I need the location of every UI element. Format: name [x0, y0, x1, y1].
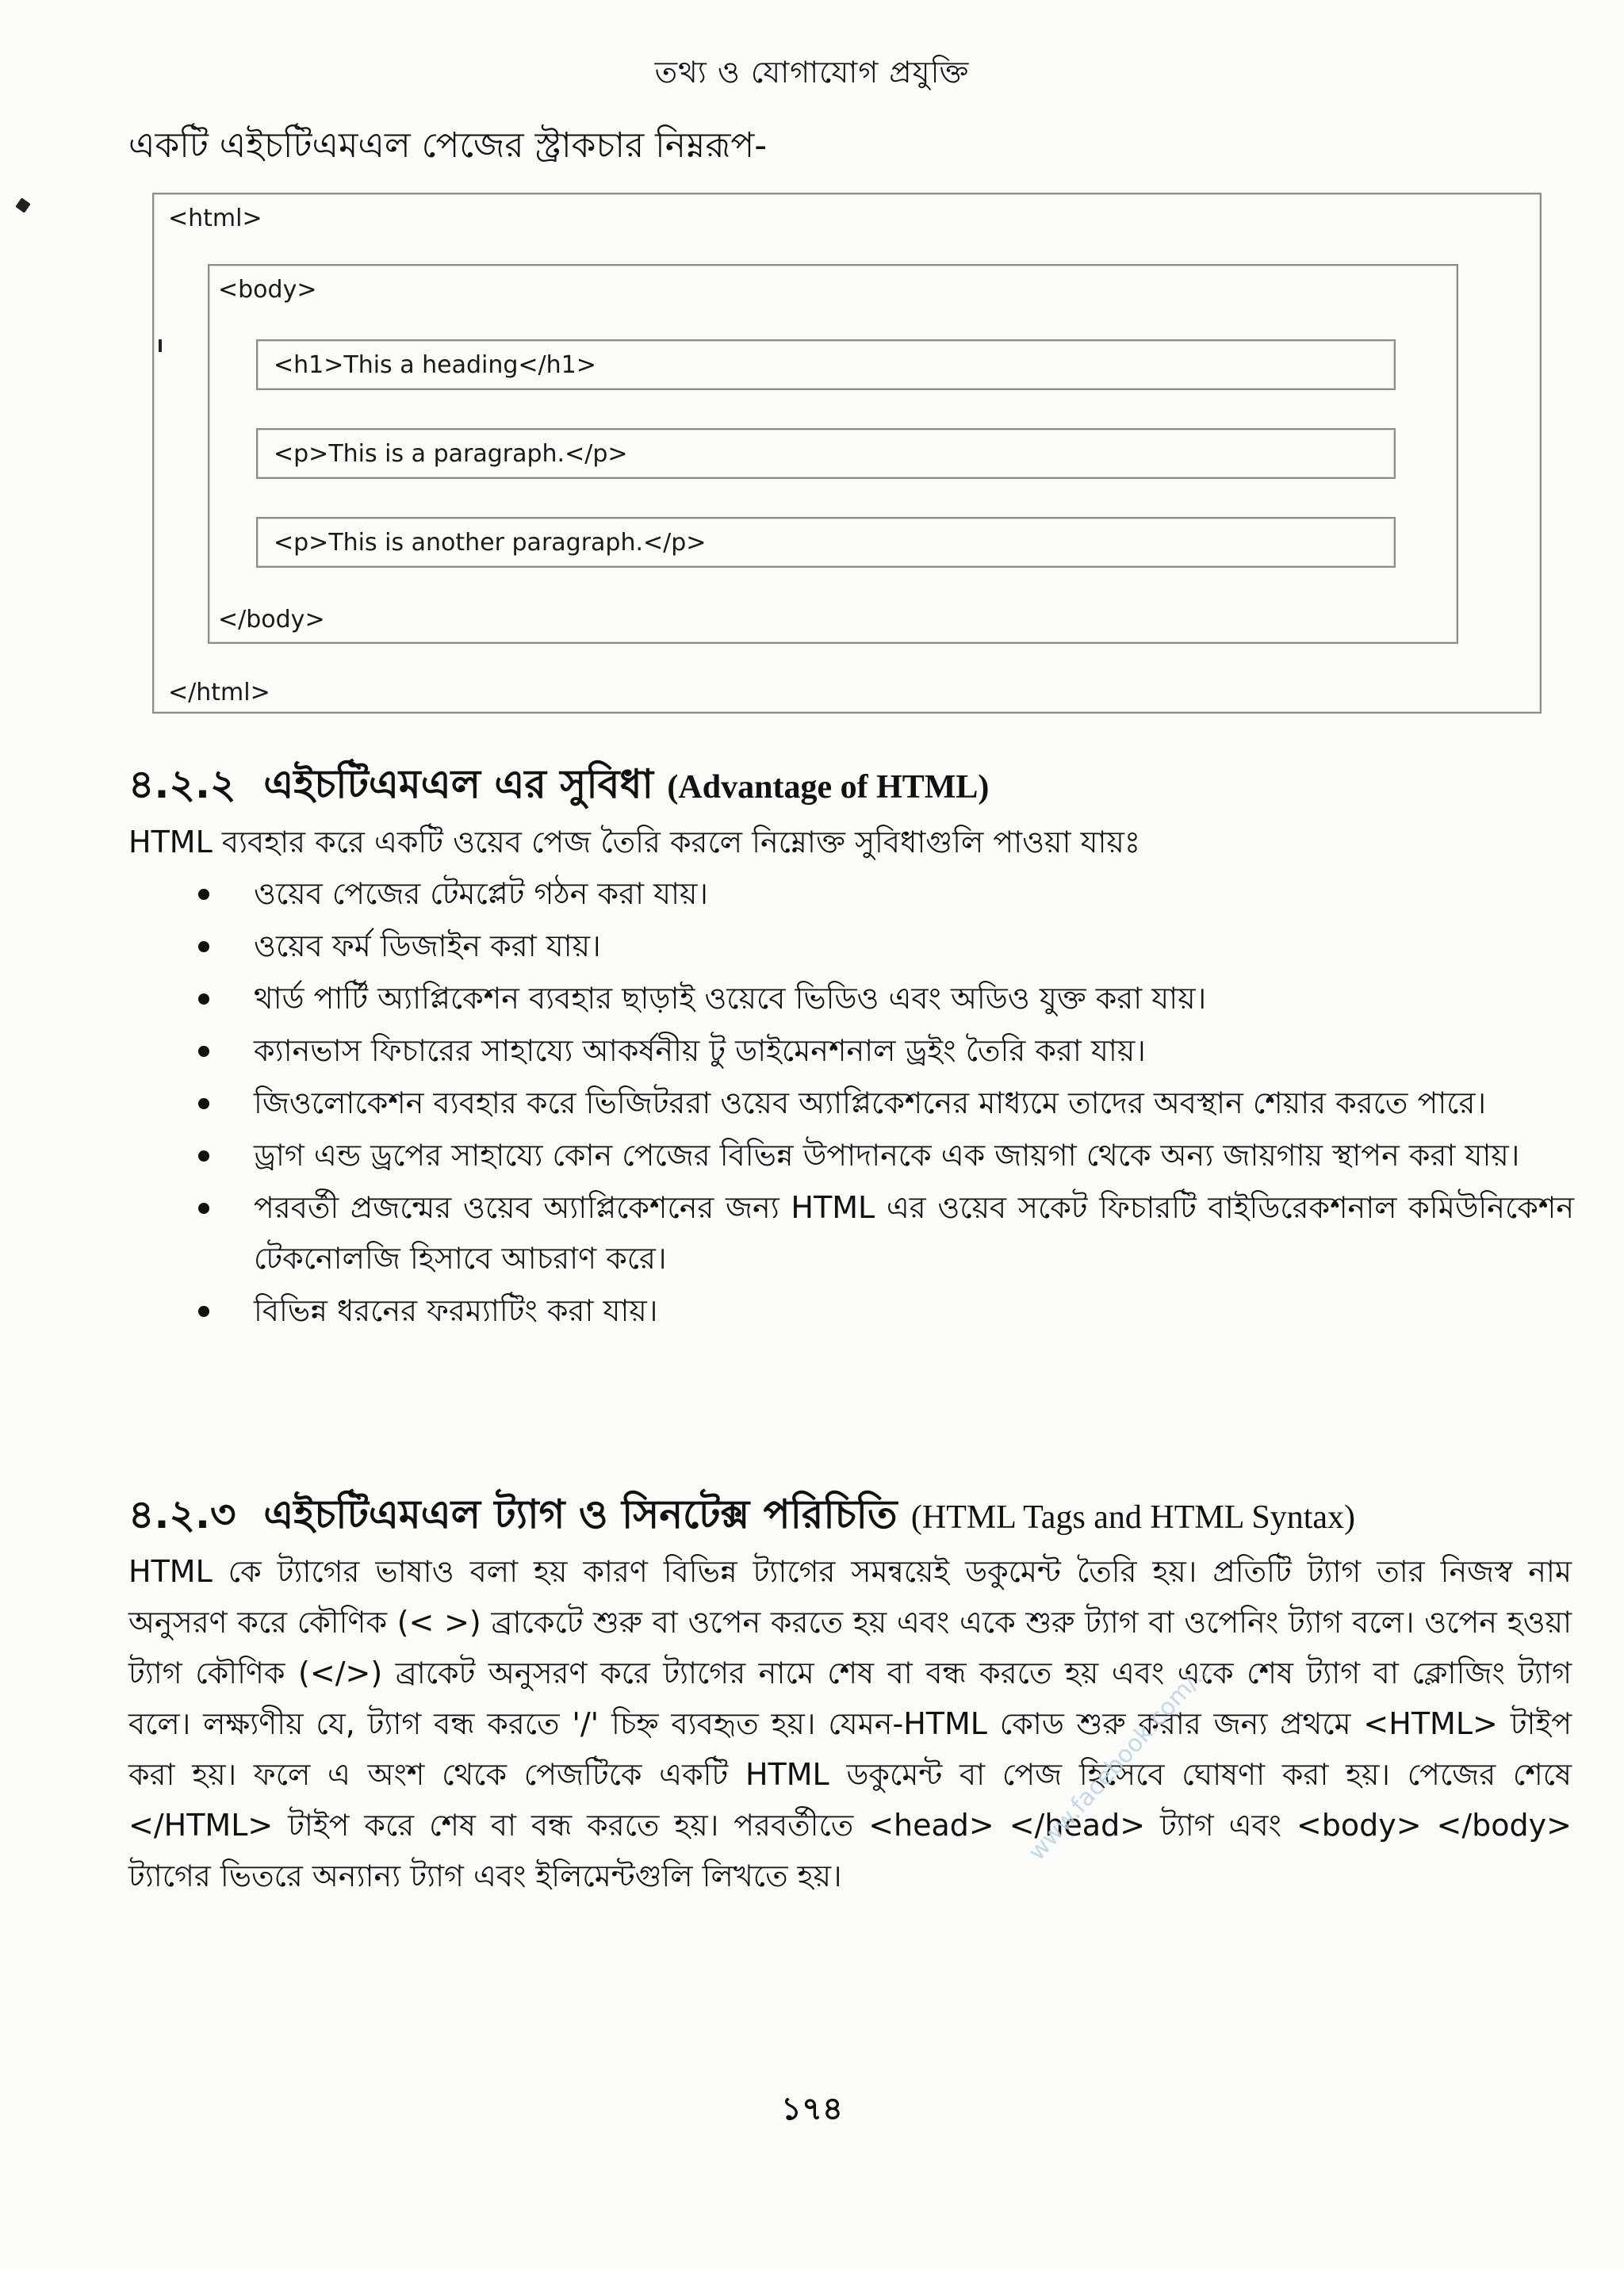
list-item: ক্যানভাস ফিচারের সাহায্যে আকর্ষনীয় টু ডাইমেনশনাল ড্রইং তৈরি করা যায়।: [194, 1025, 1574, 1076]
running-head: তথ্য ও যোগাযোগ প্রযুক্তি: [654, 55, 970, 90]
p2-tag: <p>This is another paragraph.</p>: [274, 529, 707, 557]
bullet-icon: [198, 941, 209, 952]
page-number: ১৭৪: [781, 2091, 843, 2127]
list-item: জিওলোকেশন ব্যবহার করে ভিজিটররা ওয়েব অ্যাপ্লিকেশনের মাধ্যমে তাদের অবস্থান শেয়ার করতে পারে।: [194, 1078, 1574, 1128]
list-item: বিভিন্ন ধরনের ফরম্যাটিং করা যায়।: [194, 1285, 1574, 1336]
section-heading-423: [128, 1485, 1355, 1551]
bullet-icon: [198, 1306, 209, 1317]
bullet-icon: [198, 1203, 209, 1214]
section-lead: HTML ব্যবহার করে একটি ওয়েব পেজ তৈরি করলে নিম্নোক্ত সুবিধাগুলি পাওয়া যায়ঃ: [128, 825, 1141, 859]
intro-line: একটি এইচটিএমএল পেজের স্ট্রাকচার নিম্নরূপ-: [128, 125, 768, 166]
p1-tag: <p>This is a paragraph.</p>: [274, 440, 628, 468]
body-open-tag: <body>: [218, 276, 317, 304]
section-title-en: (Advantage of HTML): [667, 769, 990, 806]
list-item: ওয়েব পেজের টেমপ্লেট গঠন করা যায়।: [194, 868, 1574, 919]
html-open-tag: <html>: [168, 205, 262, 232]
list-item: ড্রাগ এন্ড ড্রপের সাহায্যে কোন পেজের বিভিন্ন উপাদানকে এক জায়গা থেকে অন্য জায়গায় স্থাপন করা যায়।: [194, 1130, 1574, 1181]
bullet-icon: [198, 889, 209, 900]
bullet-icon: [198, 1098, 209, 1109]
section-title-bn: এইচটিএমএল ট্যাগ ও সিনটেক্স পরিচিতি: [263, 1491, 898, 1537]
html-close-tag: </html>: [168, 679, 270, 706]
body-close-tag: </body>: [218, 606, 325, 634]
bullet-icon: [198, 1150, 209, 1162]
bullet-icon: [198, 993, 209, 1005]
stray-mark: [15, 197, 30, 212]
section-title-bn: এইচটিএমএল এর সুবিধা: [263, 761, 653, 807]
list-item: থার্ড পার্টি অ্যাপ্লিকেশন ব্যবহার ছাড়াই ওয়েবে ভিডিও এবং অডিও যুক্ত করা যায়।: [194, 973, 1574, 1024]
section-heading-422: [128, 755, 989, 821]
list-item: পরবর্তী প্রজন্মের ওয়েব অ্যাপ্লিকেশনের জন্য HTML এর ওয়েব সকেট ফিচারটি বাইডিরেকশনাল কমিউনিকেশন টেকনোলজি হিসাবে আচরাণ করে।: [194, 1182, 1574, 1284]
list-item: ওয়েব ফর্ম ডিজাইন করা যায়।: [194, 921, 1574, 971]
advantage-list: [194, 868, 1574, 1338]
section-title-en: (HTML Tags and HTML Syntax): [910, 1499, 1356, 1536]
section-paragraph: HTML কে ট্যাগের ভাষাও বলা হয় কারণ বিভিন্ন ট্যাগের সমন্বয়েই ডকুমেন্ট তৈরি হয়। প্রতিটি ট্যাগ তার নিজস্ব নাম অনুসরণ করে কৌণিক (< >) ব্রাকেটে শুরু বা ওপেন করতে হয় এবং একে শুরু ট্যাগ বা ওপেনিং ট্যাগ বলে। ওপেন হওয়া ট্যাগ কৌণিক (</>) ব্রাকেট অনুসরণ করে ট্যাগের নামে শেষ বা বন্ধ করতে হয় এবং একে শেষ ট্যাগ বা ক্লোজিং ট্যাগ বলে। লক্ষ্যণীয় যে, ট্যাগ বন্ধ করতে '/' চিহ্ন ব্যবহৃত হয়। যেমন-HTML কোড শুরু করার জন্য প্রথমে <HTML> টাইপ করা হয়। ফলে এ অংশ থেকে পেজটিকে একটি HTML ডকুমেন্ট বা পেজ হিসেবে ঘোষণা করা হয়। পেজের শেষে </HTML> টাইপ করে শেষ বা বন্ধ করতে হয়। পরবর্তীতে <head> </head> ট্যাগ এবং <body> </body> ট্যাগের ভিতরে অন্যান্য ট্যাগ এবং ইলিমেন্টগুলি লিখতে হয়।: [128, 1554, 1572, 1893]
section-number: ৪.২.৩: [128, 1491, 236, 1537]
watermark: www.facebook.com/...: [1023, 1652, 1219, 1866]
h1-tag: <h1>This a heading</h1>: [274, 351, 596, 379]
bullet-icon: [198, 1046, 209, 1057]
section-number: ৪.২.২: [128, 761, 236, 807]
